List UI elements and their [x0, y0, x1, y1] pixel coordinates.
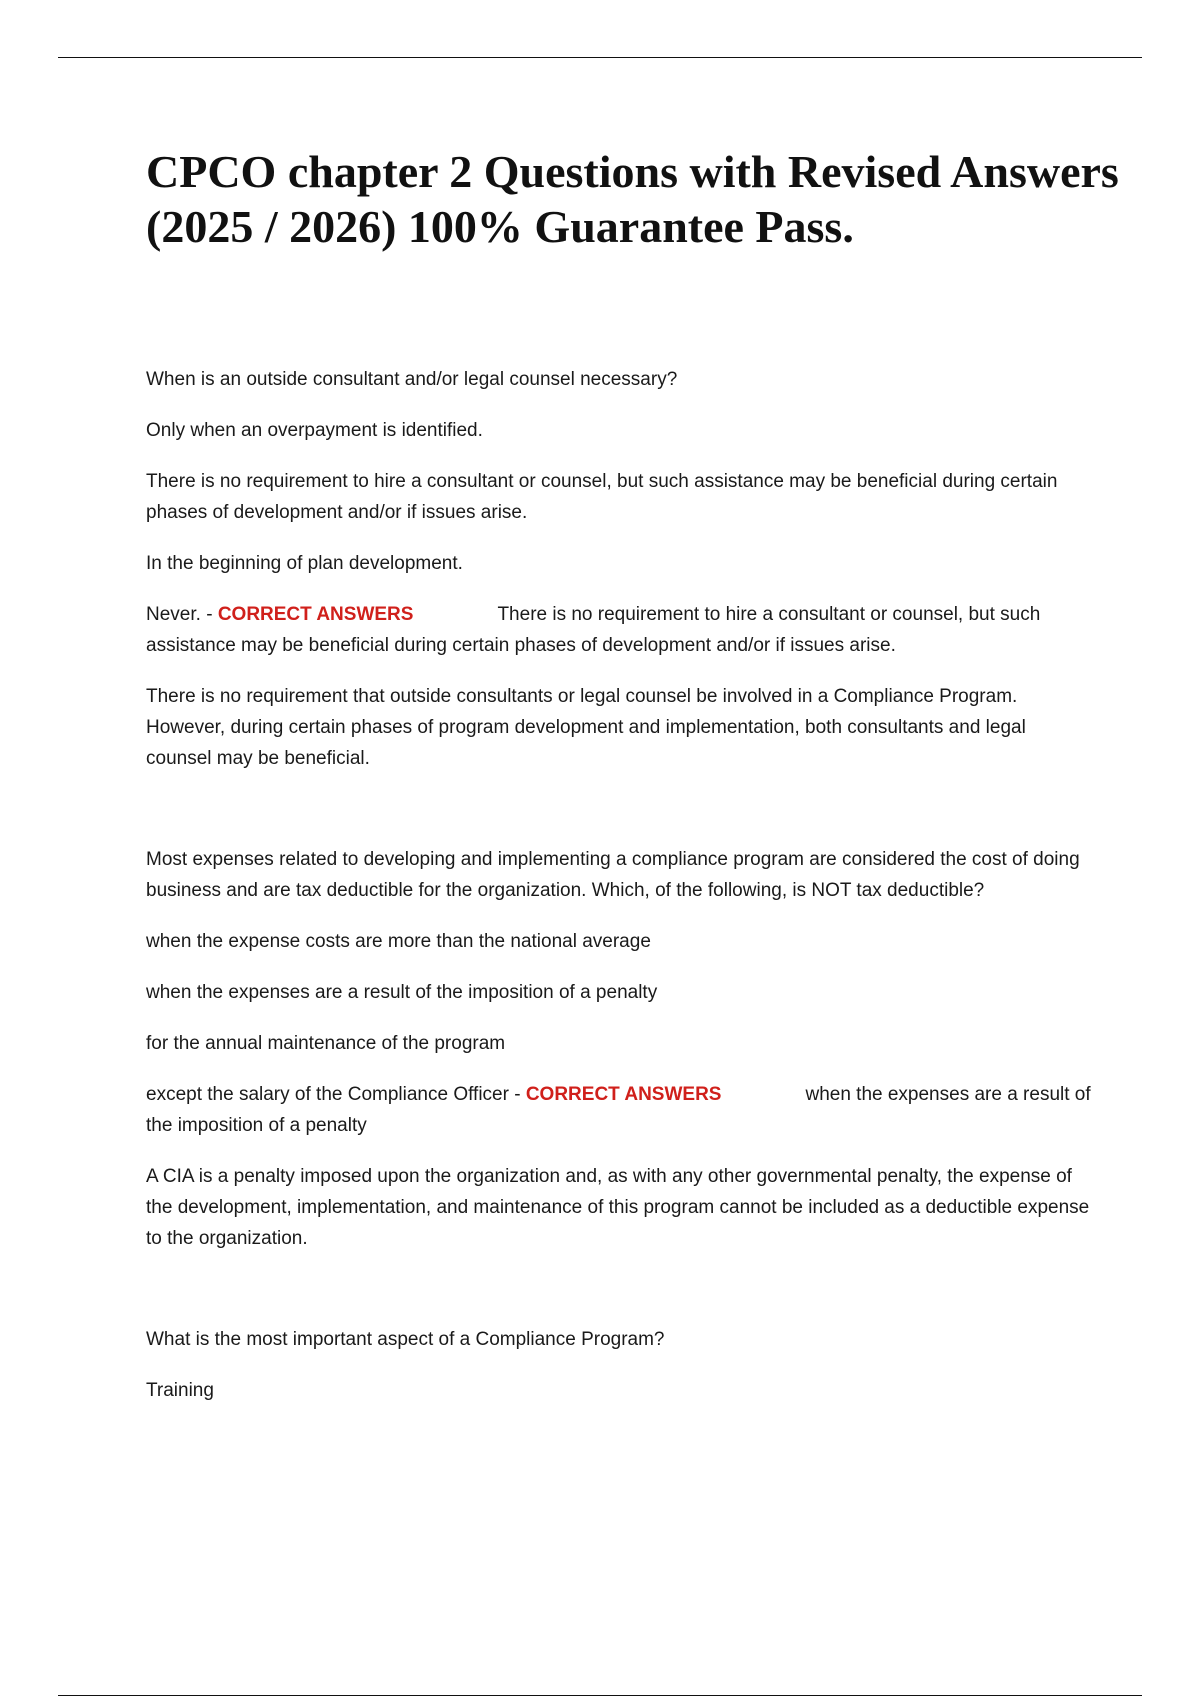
- question-block-2: [146, 844, 1096, 1254]
- correct-answer-text: There is no requirement to hire a consultant or counsel, but such assistance may be beneficial during certain phases of development and/or if issues arise.: [146, 604, 1041, 656]
- question-text: What is the most important aspect of a Compliance Program?: [146, 1329, 665, 1350]
- answer-option: Only when an overpayment is identified.: [146, 420, 483, 441]
- answer-option: In the beginning of plan development.: [146, 553, 463, 574]
- correct-answers-label: CORRECT ANSWERS: [217, 604, 414, 625]
- answer-option-text: Never. -: [146, 604, 218, 625]
- answer-option-text: except the salary of the Compliance Officer -: [146, 1084, 526, 1105]
- question-text: Most expenses related to developing and implementing a compliance program are considered the cost of doing business and are tax deductible for the organization. Which, of the following, is NOT tax deductible?: [146, 849, 1080, 901]
- answer-explanation: A CIA is a penalty imposed upon the organization and, as with any other governmental penalty, the expense of the development, implementation, and maintenance of this program cannot be included as a deductible expense to the organization.: [146, 1166, 1090, 1249]
- document-body: [146, 364, 1096, 1426]
- answer-option: when the expenses are a result of the imposition of a penalty: [146, 982, 658, 1003]
- question-block-3: [146, 1324, 1096, 1406]
- question-block-1: [146, 364, 1096, 774]
- correct-answer-text: when the expenses are a result of the imposition of a penalty: [146, 1084, 1091, 1136]
- document-title: CPCO chapter 2 Questions with Revised Answers (2025 / 2026) 100% Guarantee Pass.: [146, 146, 1119, 252]
- answer-option: when the expense costs are more than the national average: [146, 931, 651, 952]
- answer-option: Training: [146, 1380, 214, 1401]
- question-text: When is an outside consultant and/or legal counsel necessary?: [146, 369, 678, 390]
- answer-option: There is no requirement to hire a consultant or counsel, but such assistance may be beneficial during certain phases of development and/or if issues arise.: [146, 471, 1058, 523]
- answer-option-with-correct: [146, 599, 1096, 661]
- footer-rule: [58, 1695, 1142, 1696]
- answer-option: for the annual maintenance of the program: [146, 1033, 506, 1054]
- correct-answers-label: CORRECT ANSWERS: [525, 1084, 722, 1105]
- answer-explanation: There is no requirement that outside consultants or legal counsel be involved in a Compliance Program. However, during certain phases of program development and implementation, both consultants and legal counsel may be beneficial.: [146, 686, 1026, 769]
- answer-option-with-correct: [146, 1079, 1096, 1141]
- header-rule: [58, 57, 1142, 58]
